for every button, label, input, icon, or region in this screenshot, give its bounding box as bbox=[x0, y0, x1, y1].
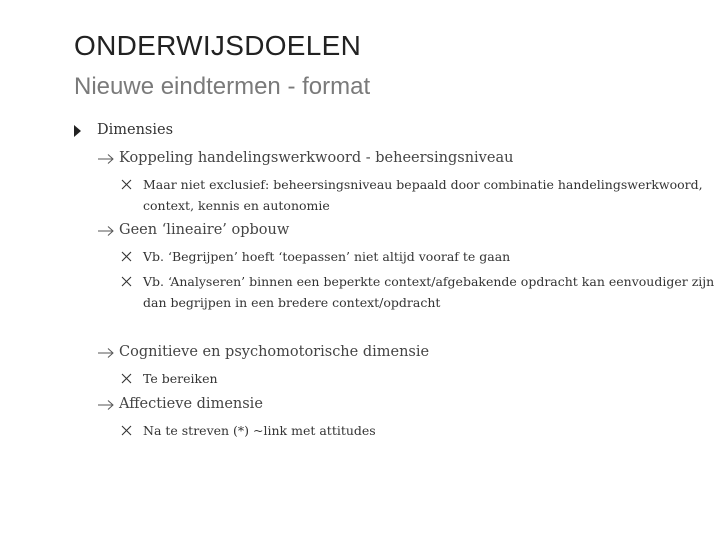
slide-subtitle: Nieuwe eindtermen - format bbox=[74, 73, 371, 100]
sub-item-line: context, kennis en autonomie bbox=[143, 198, 330, 213]
x-icon bbox=[121, 425, 132, 436]
sub-item-line: Maar niet exclusief: beheersingsniveau bepaald door combinatie handelingswerkwoord, bbox=[143, 177, 703, 192]
slide-title: ONDERWIJSDOELEN bbox=[74, 30, 362, 61]
group-heading: Koppeling handelingswerkwoord - beheersingsniveau bbox=[119, 150, 514, 166]
x-icon bbox=[121, 251, 132, 262]
group-heading: Geen ‘lineaire’ opbouw bbox=[119, 222, 290, 238]
group-heading: Cognitieve en psychomotorische dimensie bbox=[119, 344, 430, 360]
arrow-right-icon bbox=[97, 399, 115, 411]
sub-item-line: Vb. ‘Begrijpen’ hoeft ‘toepassen’ niet altijd vooraf te gaan bbox=[143, 249, 511, 264]
sub-item-line: dan begrijpen in een bredere context/opdracht bbox=[143, 295, 441, 310]
x-icon bbox=[121, 179, 132, 190]
sub-item-line: Na te streven (*) ~link met attitudes bbox=[143, 423, 376, 438]
triangle-bullet-icon bbox=[74, 125, 81, 137]
arrow-right-icon bbox=[97, 347, 115, 359]
arrow-right-icon bbox=[97, 153, 115, 165]
arrow-right-icon bbox=[97, 225, 115, 237]
level1-item: Dimensies bbox=[97, 122, 174, 138]
x-icon bbox=[121, 276, 132, 287]
group-heading: Affectieve dimensie bbox=[119, 396, 263, 412]
sub-item-line: Vb. ‘Analyseren’ binnen een beperkte context/afgebakende opdracht kan eenvoudiger zijn bbox=[143, 274, 715, 289]
sub-item-line: Te bereiken bbox=[143, 371, 218, 386]
x-icon bbox=[121, 373, 132, 384]
